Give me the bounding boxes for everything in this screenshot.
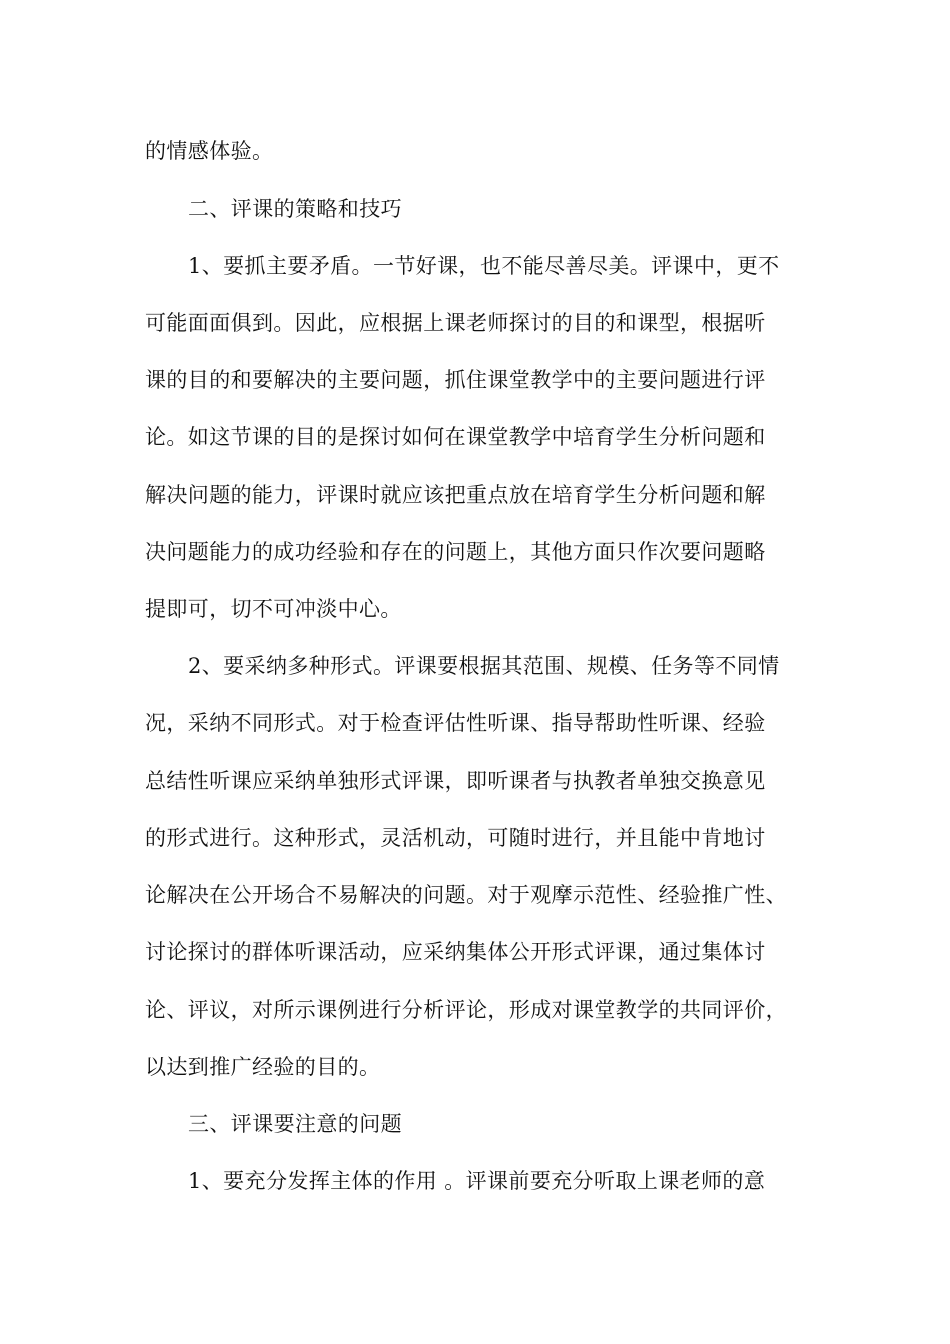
- text-line: 的情感体验。: [145, 139, 274, 163]
- text-line: 论。如这节课的目的是探讨如何在课堂教学中培育学生分析问题和: [145, 425, 766, 449]
- text-line: 决问题能力的成功经验和存在的问题上，其他方面只作次要问题略: [145, 540, 766, 564]
- text-line: 论解决在公开场合不易解决的问题。对于观摩示范性、经验推广性、: [145, 883, 787, 907]
- text-line: 2、要采纳多种形式。评课要根据其范围、规模、任务等不同情: [188, 654, 780, 678]
- text-line: 的形式进行。这种形式，灵活机动，可随时进行，并且能中肯地讨: [145, 826, 766, 850]
- section-heading: 三、评课要注意的问题: [188, 1112, 402, 1136]
- text-line: 课的目的和要解决的主要问题，抓住课堂教学中的主要问题进行评: [145, 368, 766, 392]
- text-line: 况，采纳不同形式。对于检查评估性听课、指导帮助性听课、经验: [145, 711, 766, 735]
- section-heading: 二、评课的策略和技巧: [188, 197, 402, 221]
- text-line: 解决问题的能力，评课时就应该把重点放在培育学生分析问题和解: [145, 483, 766, 507]
- text-line: 以达到推广经验的目的。: [145, 1055, 381, 1079]
- text-line: 总结性听课应采纳单独形式评课，即听课者与执教者单独交换意见: [145, 769, 766, 793]
- text-line: 提即可，切不可冲淡中心。: [145, 597, 402, 621]
- text-line: 论、评议，对所示课例进行分析评论，形成对课堂教学的共同评价，: [145, 998, 787, 1022]
- text-line: 1、要充分发挥主体的作用 。评课前要充分听取上课老师的意: [188, 1169, 766, 1193]
- text-line: 1、要抓主要矛盾。一节好课，也不能尽善尽美。评课中，更不: [188, 254, 780, 278]
- text-line: 可能面面俱到。因此，应根据上课老师探讨的目的和课型，根据听: [145, 311, 766, 335]
- text-line: 讨论探讨的群体听课活动，应采纳集体公开形式评课，通过集体讨: [145, 940, 766, 964]
